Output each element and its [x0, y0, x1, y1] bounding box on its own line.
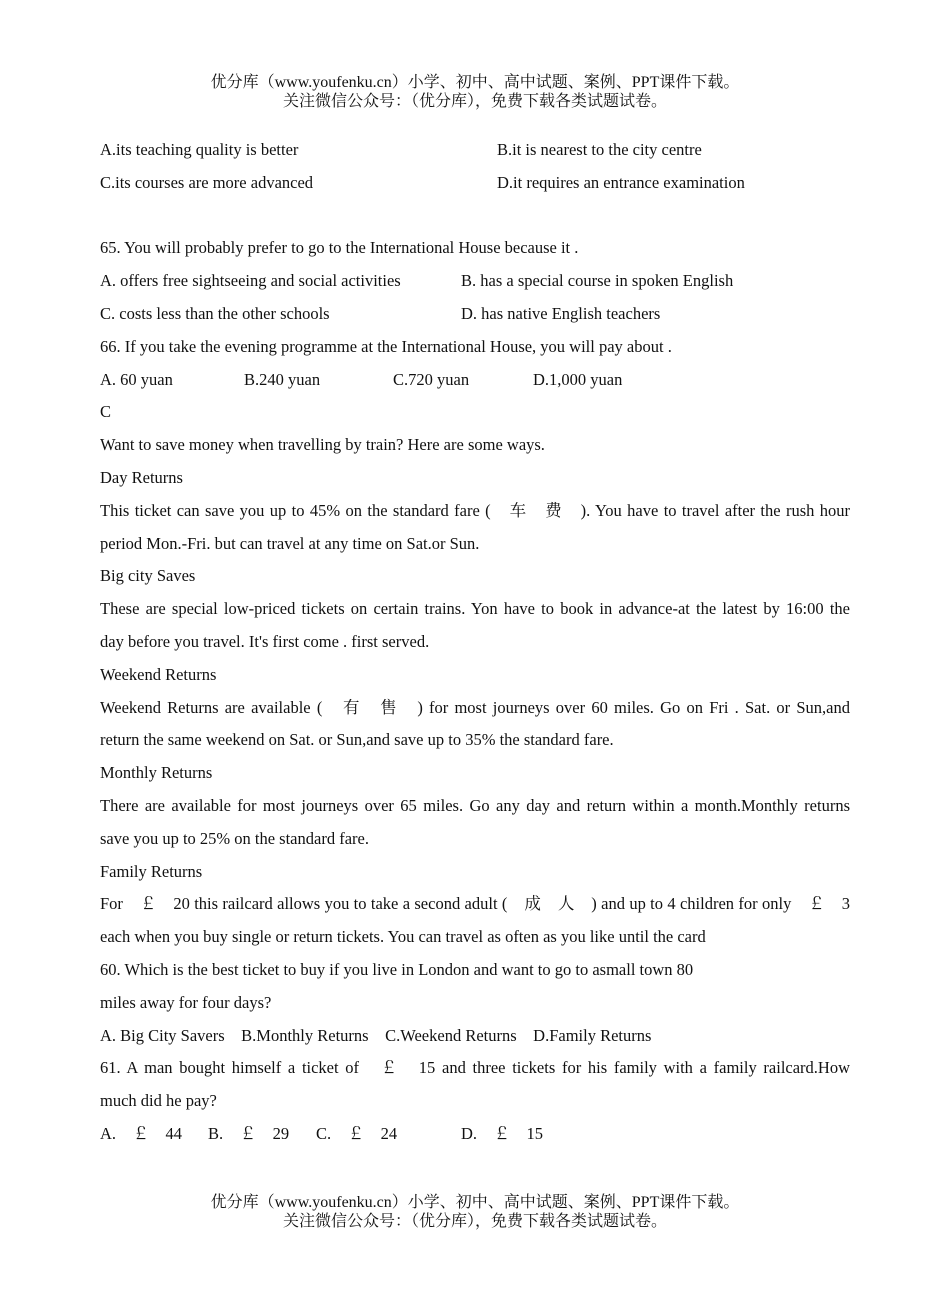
q65-options-row-2	[100, 298, 850, 331]
q66-option-c: C.720 yuan	[393, 369, 470, 389]
header-line-2: 关注微信公众号：（优分库），免费下载各类试题试卷。	[282, 93, 667, 110]
family-returns-title: Family Returns	[100, 861, 203, 881]
header-line-1: 优分库（www.youfenku.cn）小学、初中、高中试题、案例、PPT课件下载。	[210, 74, 740, 91]
q64-option-d: D.it requires an entrance examination	[497, 172, 745, 192]
q61-option-c: C. ￡ 24	[316, 1123, 398, 1143]
q66-options-row	[100, 364, 850, 397]
footer-line-2: 关注微信公众号：（优分库），免费下载各类试题试卷。	[282, 1213, 667, 1230]
big-city-text-1: These are special low-priced tickets on certain trains. Yon have to book in advance-at the latest by 16:00 the	[100, 599, 850, 619]
q64-option-c: C.its courses are more advanced	[100, 172, 314, 192]
q64-options-row-1	[100, 134, 850, 167]
document-body	[100, 134, 850, 1151]
weekend-returns-text-2: return the same weekend on Sat. or Sun,and save up to 35% the standard fare.	[100, 730, 614, 750]
q61-stem-1: 61. A man bought himself a ticket of ￡ 15 and three tickets for his family with a family railcard.How	[100, 1058, 850, 1078]
q61-option-a: A. ￡ 44	[100, 1123, 183, 1143]
family-returns-text-2: each when you buy single or return tickets. You can travel as often as you like until the card	[100, 927, 706, 947]
q61-stem-2: much did he pay?	[100, 1091, 217, 1111]
weekend-returns-title: Weekend Returns	[100, 664, 217, 684]
q64-options-row-2	[100, 167, 850, 200]
q65-options-row-1	[100, 265, 850, 298]
day-returns-title: Day Returns	[100, 467, 183, 487]
q60-stem-2: miles away for four days?	[100, 992, 272, 1012]
q66-option-a: A. 60 yuan	[100, 369, 173, 389]
q66-option-b: B.240 yuan	[244, 369, 321, 389]
family-returns-text-1: For ￡ 20 this railcard allows you to take a second adult ( 成 人 ) and up to 4 children for only ￡ 3	[100, 894, 850, 914]
passage-intro: Want to save money when travelling by train? Here are some ways.	[100, 435, 545, 455]
q65-option-c: C. costs less than the other schools	[100, 303, 330, 323]
day-returns-text-2: period Mon.-Fri. but can travel at any time on Sat.or Sun.	[100, 533, 480, 553]
q64-option-b: B.it is nearest to the city centre	[497, 140, 702, 159]
q65-option-b: B. has a special course in spoken English	[461, 271, 734, 291]
weekend-returns-text-1: Weekend Returns are available ( 有 售 ) for most journeys over 60 miles. Go on Fri . Sat. or Sun,and	[100, 697, 850, 717]
day-returns-text-1: This ticket can save you up to 45% on the standard fare ( 车 费 ). You have to travel after the rush hour	[100, 500, 850, 520]
q61-option-b: B. ￡ 29	[208, 1123, 290, 1143]
q61-option-d: D. ￡ 15	[461, 1123, 544, 1143]
q64-option-a: A.its teaching quality is better	[100, 140, 299, 159]
big-city-title: Big city Saves	[100, 566, 196, 586]
q65-option-a: A. offers free sightseeing and social activities	[100, 271, 401, 291]
passage-label: C	[100, 402, 112, 422]
monthly-returns-text-1: There are available for most journeys over 65 miles. Go any day and return within a month.Monthly returns	[100, 795, 850, 815]
footer-line-1: 优分库（www.youfenku.cn）小学、初中、高中试题、案例、PPT课件下载。	[210, 1194, 740, 1211]
q65-stem: 65. You will probably prefer to go to the International House because it .	[100, 238, 579, 258]
q60-options: A. Big City Savers B.Monthly Returns C.Weekend Returns D.Family Returns	[100, 1025, 652, 1045]
q66-option-d: D.1,000 yuan	[533, 369, 623, 389]
q66-stem: 66. If you take the evening programme at the International House, you will pay about .	[100, 336, 672, 356]
page-footer	[0, 1193, 950, 1231]
page-header	[0, 73, 950, 111]
big-city-text-2: day before you travel. It's first come . first served.	[100, 631, 430, 651]
q65-option-d: D. has native English teachers	[461, 303, 661, 323]
q61-options-row	[100, 1118, 850, 1151]
monthly-returns-title: Monthly Returns	[100, 763, 213, 783]
spacer	[100, 200, 850, 233]
monthly-returns-text-2: save you up to 25% on the standard fare.	[100, 828, 369, 848]
q60-stem-1: 60. Which is the best ticket to buy if you live in London and want to go to asmall town 80	[100, 959, 694, 979]
